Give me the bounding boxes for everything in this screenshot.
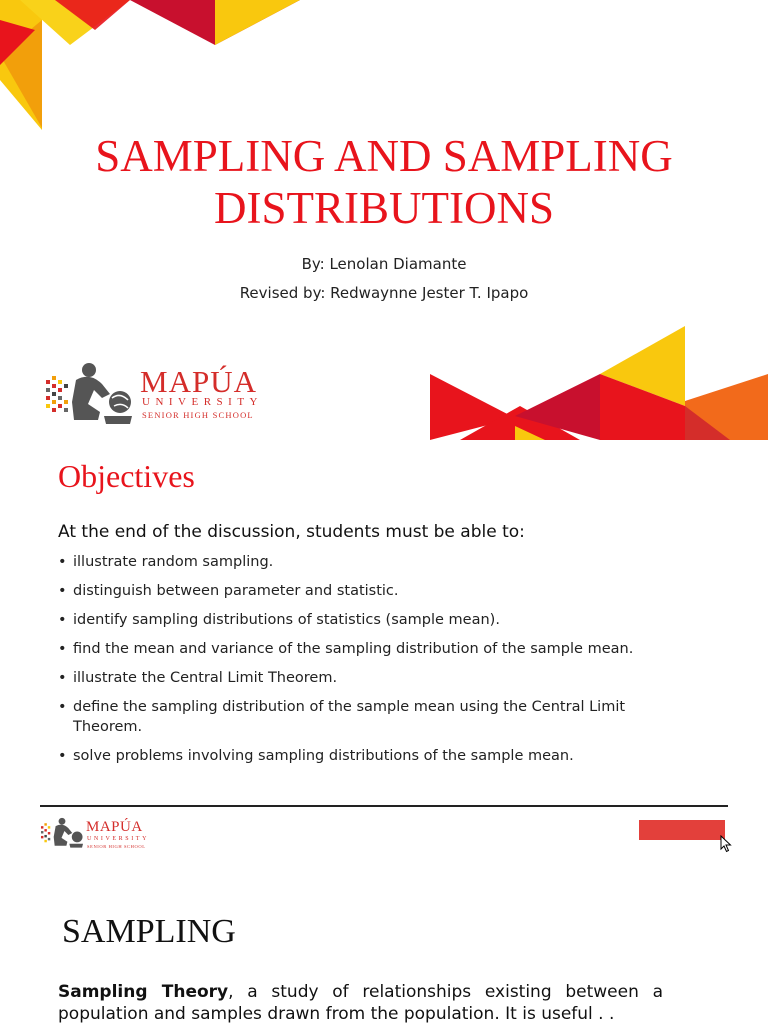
sampling-body [58, 981, 663, 1024]
footer-logo-shs: SENIOR HIGH SCHOOL [87, 844, 146, 849]
logo-name: MAPÚA [140, 364, 257, 399]
reviser-line: Revised by: Redwaynne Jester T. Ipapo [239, 284, 529, 302]
objective-item: • illustrate random sampling. [58, 552, 698, 572]
author-line: By: Lenolan Diamante [301, 255, 467, 273]
bottom-right-triangle-decoration [430, 326, 768, 440]
footer-mapua-logo [40, 815, 150, 855]
sampling-title: SAMPLING [62, 913, 236, 950]
sampling-theory-term: Sampling Theory [58, 982, 229, 1002]
footer-logo-university: UNIVERSITY [87, 836, 149, 842]
footer-logo-name: MAPÚA [86, 819, 143, 835]
top-left-triangle-decoration [0, 0, 320, 135]
objective-item: • identify sampling distributions of statistics (sample mean). [58, 610, 698, 630]
objectives-list [58, 552, 698, 775]
objectives-intro: At the end of the discussion, students must be able to: [58, 522, 525, 542]
accent-bar [639, 820, 725, 840]
mapua-emblem-icon [40, 815, 84, 851]
logo-shs: SENIOR HIGH SCHOOL [142, 410, 254, 420]
sampling-theory-text: , a study of relationships existing between a population and samples drawn from the population. It is useful . . [58, 982, 663, 1024]
objective-item: • find the mean and variance of the sampling distribution of the sample mean. [58, 639, 698, 659]
mouse-cursor-icon [720, 835, 732, 853]
mapua-emblem-icon [44, 358, 134, 430]
header-rule [40, 805, 728, 807]
objective-item: • define the sampling distribution of the sample mean using the Central Limit Theorem. [58, 697, 698, 737]
objective-item: • illustrate the Central Limit Theorem. [58, 668, 698, 688]
objective-item: • distinguish between parameter and statistic. [58, 581, 698, 601]
title-line-1: SAMPLING AND SAMPLING [95, 131, 673, 181]
objectives-slide [0, 440, 768, 805]
title-line-2: DISTRIBUTIONS [213, 183, 554, 233]
presentation-title [0, 130, 768, 234]
title-slide [0, 0, 768, 440]
objective-item: • solve problems involving sampling distributions of the sample mean. [58, 746, 698, 766]
logo-university: UNIVERSITY [142, 396, 263, 408]
mapua-logo [44, 358, 264, 430]
sampling-slide [0, 805, 768, 1024]
objectives-title: Objectives [58, 458, 195, 494]
